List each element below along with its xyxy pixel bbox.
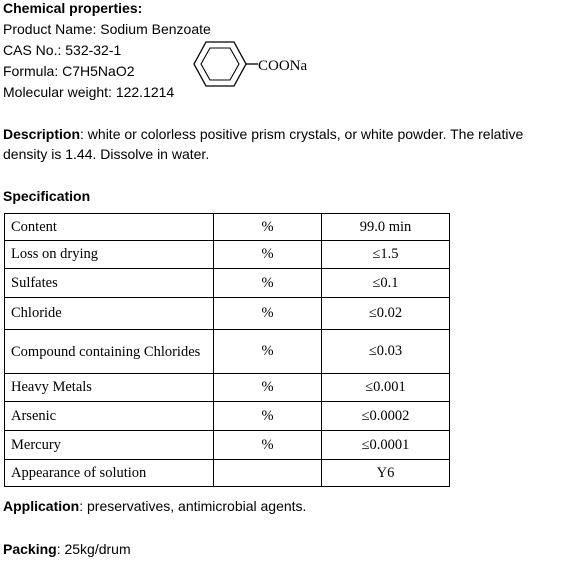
spec-value: ≤0.0001	[322, 431, 450, 460]
spec-value: ≤0.1	[322, 269, 450, 298]
chemical-properties-heading: Chemical properties:	[3, 0, 143, 16]
table-row	[5, 330, 450, 374]
spec-value: ≤0.001	[322, 374, 450, 402]
packing-text: : 25kg/drum	[56, 541, 131, 557]
spec-unit	[214, 460, 322, 487]
spec-value: ≤0.03	[322, 330, 450, 374]
spec-name: Content	[5, 214, 214, 241]
cas-number: CAS No.: 532-32-1	[3, 42, 122, 58]
description-paragraph	[3, 124, 555, 164]
spec-name: Chloride	[5, 298, 214, 330]
table-row	[5, 269, 450, 298]
spec-unit: %	[214, 330, 322, 374]
formula: Formula: C7H5NaO2	[3, 63, 135, 79]
table-row	[5, 298, 450, 330]
spec-unit: %	[214, 269, 322, 298]
table-row	[5, 214, 450, 241]
spec-value: ≤1.5	[322, 241, 450, 269]
spec-value: ≤0.0002	[322, 402, 450, 431]
spec-unit: %	[214, 402, 322, 431]
description-text: : white or colorless positive prism crystals, or white powder. The relative density is 1.44. Dissolve in water.	[3, 126, 524, 162]
carboxylate-label: COONa	[258, 58, 308, 74]
packing-label: Packing	[3, 541, 57, 557]
spec-value: Y6	[322, 460, 450, 487]
packing-paragraph	[3, 541, 131, 558]
spec-unit: %	[214, 431, 322, 460]
application-text: : preservatives, antimicrobial agents.	[79, 498, 307, 514]
table-row	[5, 431, 450, 460]
application-paragraph	[3, 498, 306, 515]
table-row	[5, 241, 450, 269]
table-row	[5, 402, 450, 431]
spec-value: 99.0 min	[322, 214, 450, 241]
specification-table	[4, 213, 450, 487]
spec-name: Appearance of solution	[5, 460, 214, 487]
spec-name: Sulfates	[5, 269, 214, 298]
spec-unit: %	[214, 298, 322, 330]
spec-name: Loss on drying	[5, 241, 214, 269]
description-label: Description	[3, 126, 81, 142]
spec-name: Arsenic	[5, 402, 214, 431]
spec-unit: %	[214, 241, 322, 269]
molecular-weight: Molecular weight: 122.1214	[3, 84, 175, 100]
spec-name: Compound containing Chlorides	[5, 330, 214, 374]
spec-value: ≤0.02	[322, 298, 450, 330]
table-row	[5, 374, 450, 402]
spec-unit: %	[214, 214, 322, 241]
spec-name: Mercury	[5, 431, 214, 460]
specification-heading: Specification	[3, 188, 91, 204]
product-name: Product Name: Sodium Benzoate	[3, 21, 211, 37]
table-row	[5, 460, 450, 487]
spec-unit: %	[214, 374, 322, 402]
application-label: Application	[3, 498, 80, 514]
spec-name: Heavy Metals	[5, 374, 214, 402]
